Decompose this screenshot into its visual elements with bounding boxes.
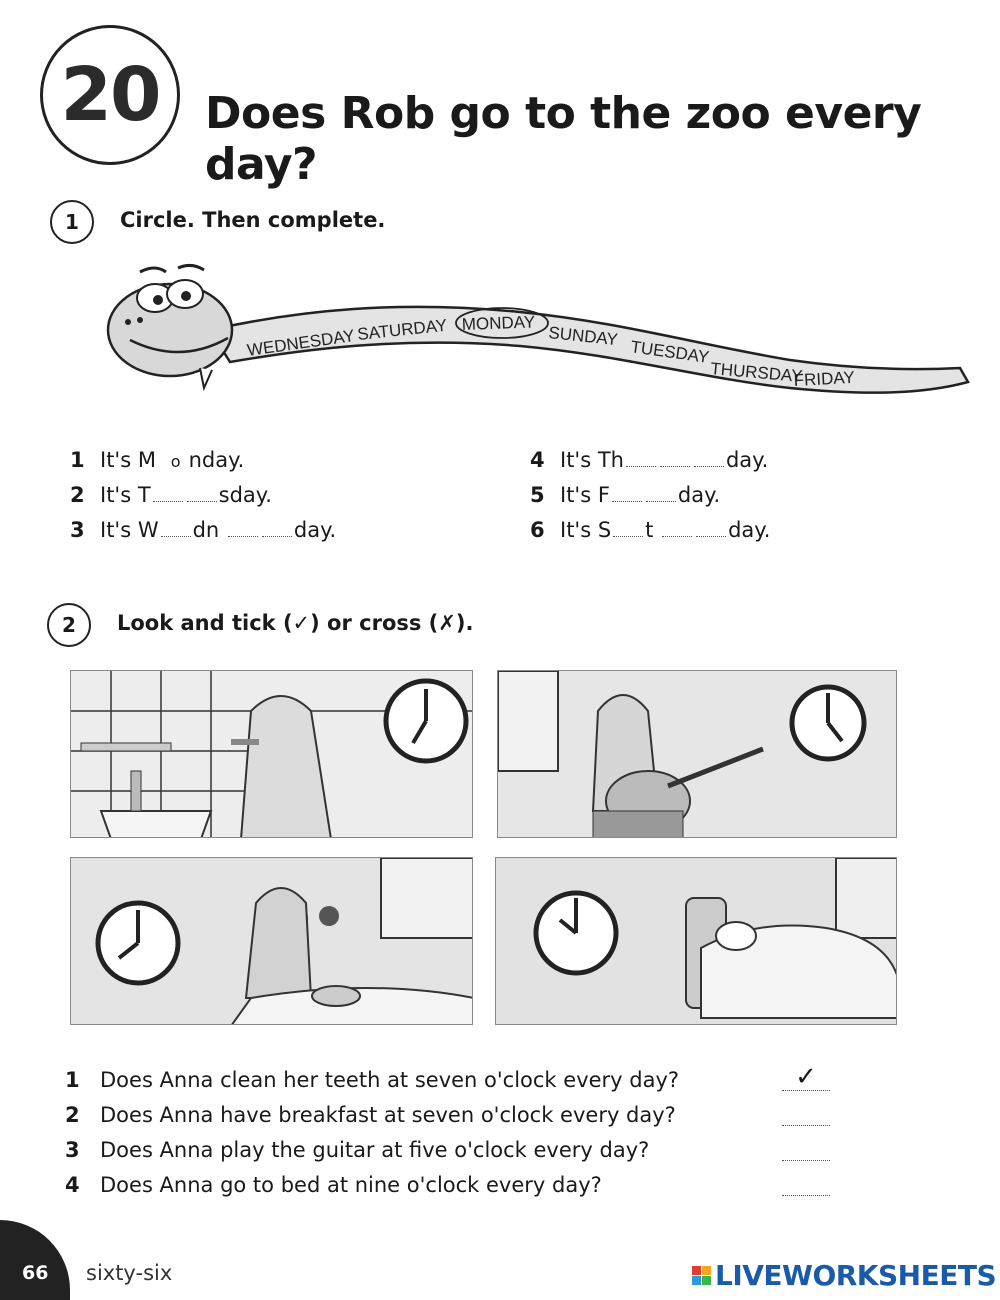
- answer-4-field[interactable]: [782, 1173, 830, 1196]
- question-2: 2 Does Anna have breakfast at seven o'clock every day?: [65, 1103, 676, 1127]
- blank-filled[interactable]: o: [170, 452, 181, 471]
- snake-word-7: FRIDAY: [793, 367, 856, 390]
- blank[interactable]: [187, 485, 217, 502]
- page-number-tab: [0, 1220, 70, 1300]
- answer-1-field[interactable]: ✓: [782, 1068, 830, 1091]
- picture-playing-guitar: [497, 670, 897, 838]
- blank[interactable]: [662, 520, 692, 537]
- ex1-item-1: 1 It's M o nday.: [70, 448, 245, 472]
- unit-number: 20: [60, 52, 160, 138]
- snake-word-2: SATURDAY: [356, 315, 448, 344]
- blank[interactable]: [626, 450, 656, 467]
- blank[interactable]: [228, 520, 258, 537]
- unit-number-badge: [40, 25, 180, 165]
- blank[interactable]: [646, 485, 676, 502]
- picture-eating-breakfast: [70, 857, 473, 1025]
- blank[interactable]: [613, 520, 643, 537]
- ex1-item-6: 6 It's S t day.: [530, 518, 771, 542]
- exercise-1-instruction: Circle. Then complete.: [120, 208, 386, 232]
- question-3: 3 Does Anna play the guitar at five o'clock every day?: [65, 1138, 650, 1162]
- ex1-item-4: 4 It's Th day.: [530, 448, 769, 472]
- liveworksheets-brand: [692, 1259, 996, 1292]
- answer-2-field[interactable]: [782, 1103, 830, 1126]
- exercise-1-number: 1: [50, 200, 94, 244]
- snake-wordsearch: [100, 250, 980, 400]
- exercise-2-instruction: Look and tick (✓) or cross (✗).: [117, 611, 474, 635]
- snake-word-1: WEDNESDAY: [245, 326, 356, 360]
- snake-word-4: SUNDAY: [547, 323, 619, 350]
- blank[interactable]: [161, 520, 191, 537]
- ex1-item-5: 5 It's F day.: [530, 483, 721, 507]
- ex1-item-2: 2 It's T sday.: [70, 483, 272, 507]
- blank[interactable]: [612, 485, 642, 502]
- answer-3-field[interactable]: [782, 1138, 830, 1161]
- ex1-item-3: 3 It's W dn day.: [70, 518, 337, 542]
- brand-name: LIVEWORKSHEETS: [715, 1259, 997, 1292]
- blank[interactable]: [696, 520, 726, 537]
- question-4: 4 Does Anna go to bed at nine o'clock every day?: [65, 1173, 602, 1197]
- snake-word-3-circled: MONDAY: [461, 312, 536, 334]
- question-1: 1 Does Anna clean her teeth at seven o'clock every day?: [65, 1068, 680, 1092]
- blank[interactable]: [694, 450, 724, 467]
- picture-brushing-teeth: [70, 670, 473, 838]
- page-number: 66: [22, 1262, 49, 1284]
- page-number-words: sixty-six: [86, 1261, 173, 1285]
- page-title: Does Rob go to the zoo every day?: [205, 88, 922, 190]
- liveworksheets-logo-icon: [692, 1266, 711, 1285]
- snake-word-5: TUESDAY: [629, 337, 711, 367]
- picture-sleeping: [495, 857, 897, 1025]
- blank[interactable]: [262, 520, 292, 537]
- blank[interactable]: [660, 450, 690, 467]
- blank[interactable]: [153, 485, 183, 502]
- exercise-2-number: 2: [47, 603, 91, 647]
- snake-word-6: THURSDAY: [709, 359, 804, 387]
